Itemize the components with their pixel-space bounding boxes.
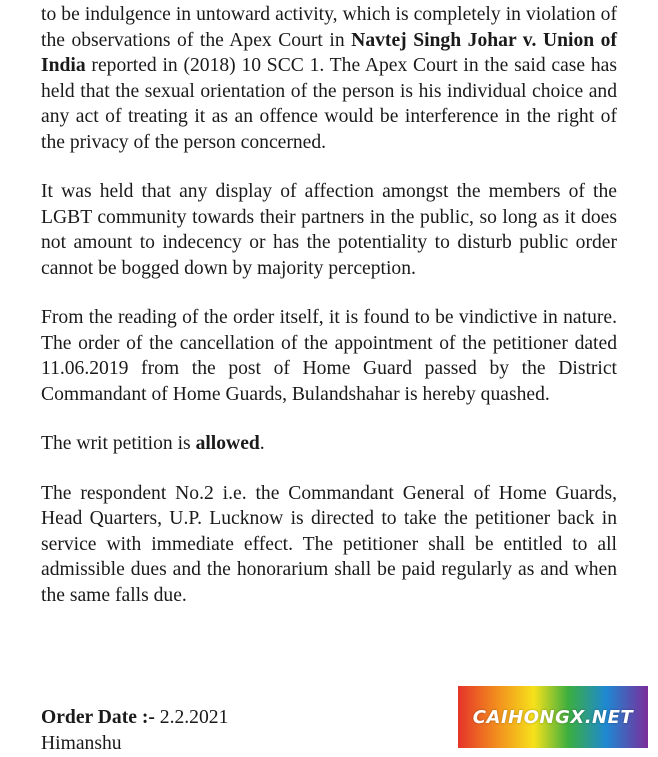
order-date-line [41,705,228,731]
paragraph-order-quashed: From the reading of the order itself, it is found to be vindictive in nature. The order of the cancellation of the appointment of the petitioner dated 11.06.2019 from the post of Home Guard passed by the District Commandant of Home Guards, Bulandshahar is hereby quashed. [41,307,617,405]
paragraph-text: The writ petition is [41,433,196,454]
judgment-body [41,2,617,632]
case-name: Navtej Singh Johar v. Union of India [41,29,617,76]
paragraph-petition-allowed [41,431,617,457]
order-date-value: 2.2.2021 [154,707,229,728]
paragraph-text: . [259,433,265,454]
paragraph-text: reported in (2018) 10 SCC 1. The Apex Court in the said case has held that the sexual orientation of the person is his individual choice and any act of treating it as an offence would be interference in the right of the privacy of the person concerned. [41,55,617,153]
order-footer [41,705,228,756]
watermark-text: CAIHONGX.NET [472,706,634,728]
paragraph-directions: The respondent No.2 i.e. the Commandant General of Home Guards, Head Quarters, U.P. Lucknow is directed to take the petitioner back in service with immediate effect. The petitioner shall be entitled to all admissible dues and the honorarium shall be paid regularly as and when the same falls due. [41,482,617,606]
paragraph-apex-court [41,2,617,155]
paragraph-text: to be indulgence in untoward activity, which is completely in violation of the observations of the Apex Court in [41,4,617,51]
watermark-logo [458,686,648,748]
order-date-label: Order Date :- [41,707,155,728]
author-name: Himanshu [41,732,122,754]
allowed-text: allowed [195,433,260,454]
paragraph-affection: It was held that any display of affection amongst the members of the LGBT community towards their partners in the public, so long as it does not amount to indecency or has the potentiality to disturb public order cannot be bogged down by majority perception. [41,181,617,279]
